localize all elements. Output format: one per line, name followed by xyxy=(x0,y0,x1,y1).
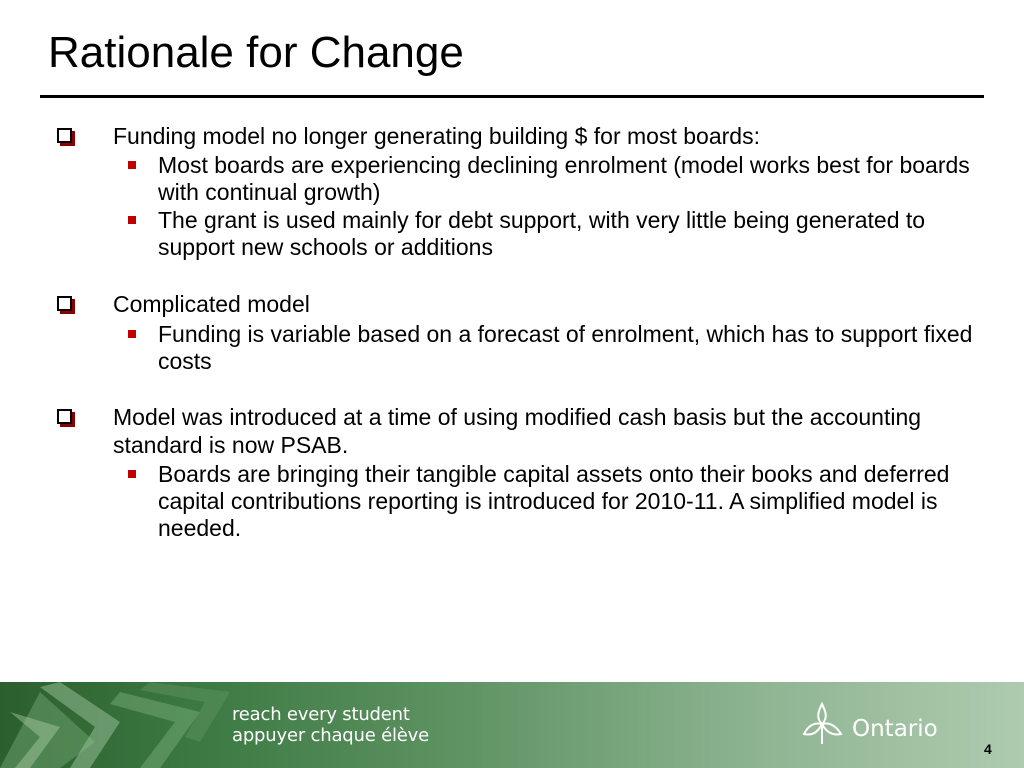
sub-bullet-item xyxy=(158,152,978,206)
checkbox-bullet-icon xyxy=(57,296,72,311)
sub-bullet-item xyxy=(158,461,978,542)
sub-bullet-text: Most boards are experiencing declining enrolment (model works best for boards with continual growth) xyxy=(158,152,970,205)
bullet-item xyxy=(113,403,993,459)
square-bullet-icon xyxy=(128,470,136,478)
tagline-french: appuyer chaque élève xyxy=(232,725,429,746)
checkbox-bullet-icon xyxy=(57,409,72,424)
checkbox-bullet-icon xyxy=(57,128,72,143)
trillium-icon xyxy=(800,700,845,748)
sub-bullet-text: The grant is used mainly for debt support, with very little being generated to support new schools or additions xyxy=(158,207,926,260)
bullet-item xyxy=(113,290,993,318)
square-bullet-icon xyxy=(128,330,136,338)
bullet-item xyxy=(113,122,993,150)
slide-title: Rationale for Change xyxy=(48,28,464,77)
square-bullet-icon xyxy=(128,161,136,169)
footer-banner xyxy=(0,682,1024,768)
bullet-text: Complicated model xyxy=(113,291,310,317)
tagline-english: reach every student xyxy=(232,704,410,725)
square-bullet-icon xyxy=(128,216,136,224)
ontario-wordmark: Ontario xyxy=(852,716,938,742)
sub-bullet-item xyxy=(158,321,978,375)
page-number: 4 xyxy=(984,741,992,757)
bullet-text: Funding model no longer generating building $ for most boards: xyxy=(113,123,760,149)
leaf-graphic xyxy=(0,682,240,768)
sub-bullet-text: Boards are bringing their tangible capital assets onto their books and deferred capital contributions reporting is introduced for 2010-11. A simplified model is needed. xyxy=(158,461,950,541)
sub-bullet-text: Funding is variable based on a forecast of enrolment, which has to support fixed costs xyxy=(158,321,973,374)
bullet-text: Model was introduced at a time of using modified cash basis but the accounting standard is now PSAB. xyxy=(113,404,922,458)
sub-bullet-item xyxy=(158,207,978,261)
